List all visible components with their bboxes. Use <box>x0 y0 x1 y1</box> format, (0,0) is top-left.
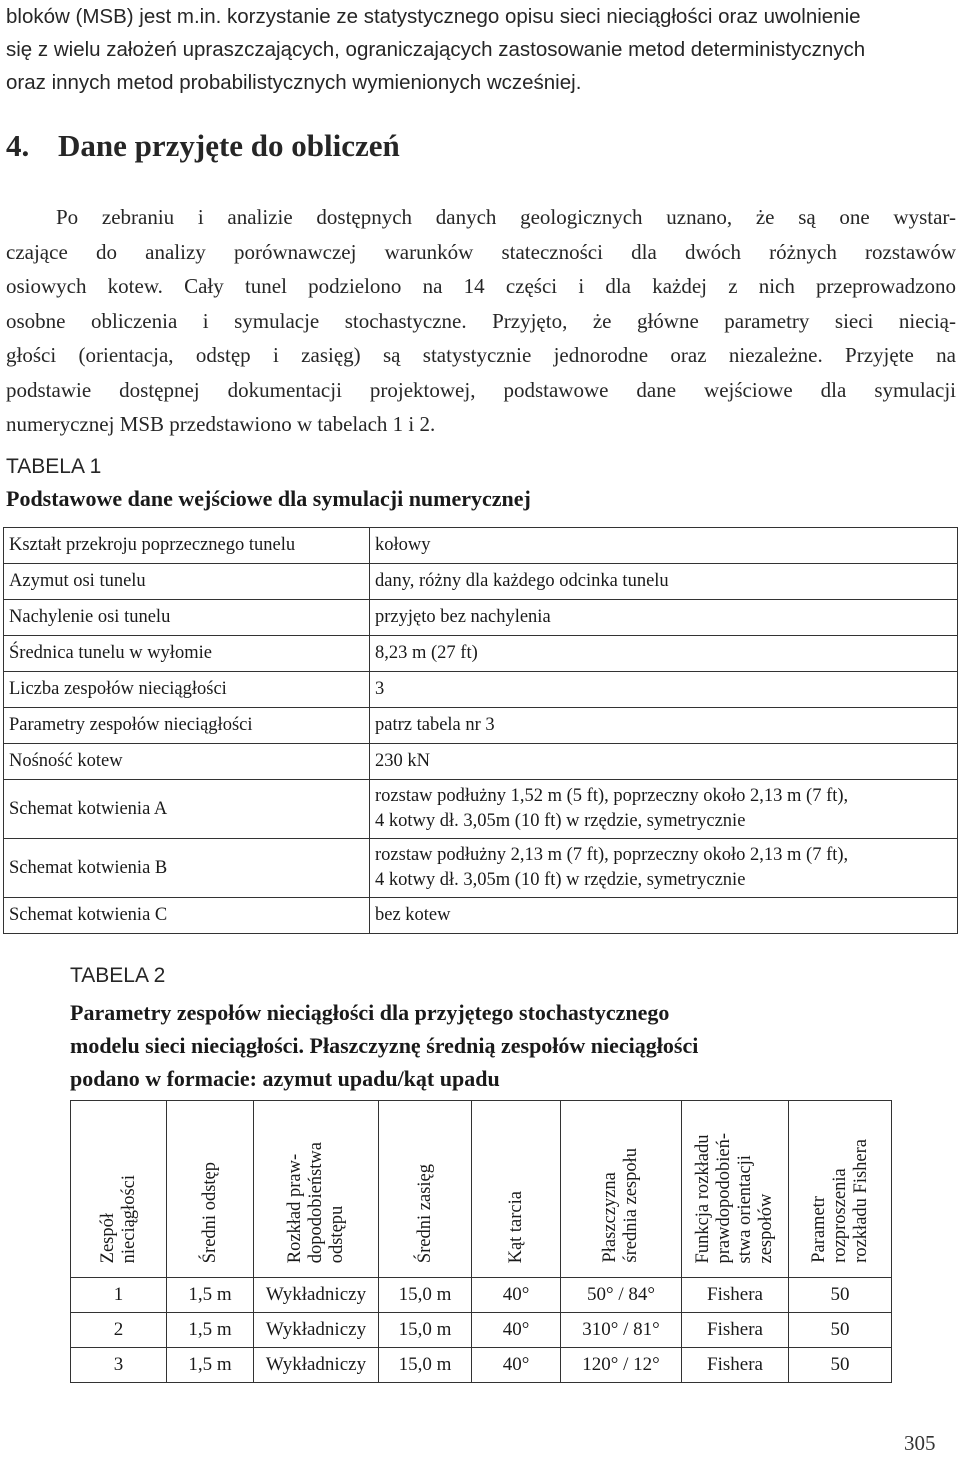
table-cell: 2 <box>71 1313 167 1348</box>
table-cell-value: dany, różny dla każdego odcinka tunelu <box>370 564 958 600</box>
header-line: Parametr <box>808 1196 829 1263</box>
body-line: osiowych kotew. Cały tunel podzielono na 14 części i dla każdej z nich przeprowadzono <box>6 274 956 298</box>
table-cell: 120° / 12° <box>561 1348 682 1383</box>
intro-line: oraz innych metod probabilistycznych wymienionych wcześniej. <box>6 71 582 94</box>
header-line: Średni odstęp <box>199 1161 220 1263</box>
body-line: czające do analizy porównawczej warunków stateczności dla dwóch różnych rozstawów <box>6 239 956 264</box>
table-cell: 310° / 81° <box>561 1313 682 1348</box>
header-line: Średni zasięg <box>414 1163 435 1263</box>
table-cell: 50 <box>789 1278 892 1313</box>
table2 <box>70 1100 892 1383</box>
table-row <box>4 744 958 780</box>
table-cell: Fishera <box>682 1278 789 1313</box>
table-header-row <box>71 1101 892 1270</box>
table1-label: TABELA 1 <box>6 455 102 478</box>
table-cell: 1,5 m <box>167 1348 254 1383</box>
table-row <box>4 839 958 898</box>
header-line: Funkcja rozkładu <box>693 1134 713 1263</box>
table-cell: 1,5 m <box>167 1313 254 1348</box>
caption-line: podano w formacie: azymut upadu/kąt upadu <box>70 1066 500 1091</box>
table2-label: TABELA 2 <box>70 964 166 987</box>
table-cell-key: Schemat kotwienia B <box>4 839 370 898</box>
table-cell: 1,5 m <box>167 1278 254 1313</box>
table-cell: 40° <box>472 1348 561 1383</box>
value-line: 4 kotwy dł. 3,05m (10 ft) w rzędzie, symetrycznie <box>375 870 746 890</box>
header-line: prawdopodobień- <box>714 1132 734 1263</box>
intro-line: bloków (MSB) jest m.in. korzystanie ze statystycznego opisu sieci nieciągłości oraz uwolnienie <box>6 5 861 28</box>
table-cell: 15,0 m <box>379 1348 472 1383</box>
table-cell: 1 <box>71 1278 167 1313</box>
table-cell-value: 230 kN <box>370 744 958 780</box>
table-cell-value: 8,23 m (27 ft) <box>370 636 958 672</box>
table-cell-key: Parametry zespołów nieciągłości <box>4 708 370 744</box>
header-line: odstępu <box>326 1205 347 1263</box>
table-row <box>4 780 958 839</box>
column-header <box>561 1101 682 1270</box>
table-cell-value: kołowy <box>370 528 958 564</box>
table-cell: 50 <box>789 1348 892 1383</box>
intro-line: się z wielu założeń upraszczających, ograniczających zastosowanie metod deterministycznych <box>6 38 866 61</box>
section-number: 4. <box>6 128 30 163</box>
table-row <box>71 1313 892 1348</box>
table-row <box>4 528 958 564</box>
column-header-label <box>693 1133 777 1264</box>
table-cell-value: przyjęto bez nachylenia <box>370 600 958 636</box>
column-header-label <box>285 1142 348 1263</box>
value-line: rozstaw podłużny 1,52 m (5 ft), poprzeczny około 2,13 m (7 ft), <box>375 786 849 806</box>
section-title: Dane przyjęte do obliczeń <box>58 128 400 163</box>
table-cell-key: Azymut osi tunelu <box>4 564 370 600</box>
column-header-label <box>415 1164 436 1263</box>
caption-line: modelu sieci nieciągłości. Płaszczyznę średnią zespołów nieciągłości <box>70 1033 699 1058</box>
value-line: 4 kotwy dł. 3,05m (10 ft) w rzędzie, symetrycznie <box>375 811 746 831</box>
column-header <box>167 1101 254 1270</box>
column-header-label <box>98 1175 140 1263</box>
intro-paragraph <box>6 0 956 99</box>
table-cell: Fishera <box>682 1348 789 1383</box>
table-cell-value: 3 <box>370 672 958 708</box>
table-row <box>4 600 958 636</box>
table-cell-key: Schemat kotwienia A <box>4 780 370 839</box>
table-cell: Wykładniczy <box>254 1348 379 1383</box>
column-header <box>379 1101 472 1270</box>
table-cell: Wykładniczy <box>254 1313 379 1348</box>
column-header-label <box>600 1148 642 1263</box>
table-row <box>4 564 958 600</box>
table-cell: Fishera <box>682 1313 789 1348</box>
header-line: rozkładu Fishera <box>850 1139 871 1263</box>
table-cell: Wykładniczy <box>254 1278 379 1313</box>
caption-line: Parametry zespołów nieciągłości dla przyjętego stochastycznego <box>70 1000 670 1025</box>
table-cell: 50 <box>789 1313 892 1348</box>
body-paragraph <box>6 200 956 442</box>
table-cell-value: patrz tabela nr 3 <box>370 708 958 744</box>
column-header <box>71 1101 167 1270</box>
body-line: Po zebraniu i analizie dostępnych danych geologicznych uznano, że są one wystar- <box>56 205 956 229</box>
body-line: głości (orientacja, odstęp i zasięg) są statystycznie jednorodne oraz niezależne. Przyjęte na <box>6 343 956 367</box>
table-cell: 40° <box>472 1278 561 1313</box>
section-heading <box>6 128 400 164</box>
column-header-label <box>809 1139 872 1263</box>
header-line: zespołów <box>756 1193 776 1263</box>
header-line: Zespół <box>97 1212 118 1263</box>
table-cell: 15,0 m <box>379 1313 472 1348</box>
table-cell: 50° / 84° <box>561 1278 682 1313</box>
column-header <box>472 1101 561 1270</box>
table-cell-key: Nośność kotew <box>4 744 370 780</box>
table-cell-key: Liczba zespołów nieciągłości <box>4 672 370 708</box>
table-cell-value <box>370 780 958 839</box>
column-header-label <box>200 1162 221 1263</box>
table2-caption <box>70 996 830 1095</box>
body-line: numerycznej MSB przedstawiono w tabelach 1 i 2. <box>6 412 436 436</box>
table1-caption: Podstawowe dane wejściowe dla symulacji numerycznej <box>6 486 531 511</box>
table-row <box>71 1348 892 1383</box>
value-line: rozstaw podłużny 2,13 m (7 ft), poprzeczny około 2,13 m (7 ft), <box>375 845 849 865</box>
header-line: średnia zespołu <box>621 1148 641 1263</box>
table1 <box>3 527 958 934</box>
table-cell: 3 <box>71 1348 167 1383</box>
body-line: podstawie dostępnej dokumentacji projektowej, podstawowe dane wejściowe dla symulacji <box>6 377 956 402</box>
table-cell-value <box>370 839 958 898</box>
table-cell: 15,0 m <box>379 1278 472 1313</box>
column-header <box>254 1101 379 1270</box>
table-row <box>4 636 958 672</box>
table-cell-key: Schemat kotwienia C <box>4 898 370 934</box>
column-header-label <box>506 1191 527 1263</box>
table-spacer-row <box>71 1269 892 1278</box>
table-cell-key: Nachylenie osi tunelu <box>4 600 370 636</box>
table-cell-value: bez kotew <box>370 898 958 934</box>
page-number: 305 <box>904 1431 936 1455</box>
table-cell: 40° <box>472 1313 561 1348</box>
table-cell-key: Średnica tunelu w wyłomie <box>4 636 370 672</box>
header-line: rozproszenia <box>829 1168 850 1263</box>
header-line: dopodobieństwa <box>305 1141 326 1263</box>
body-line: osobne obliczenia i symulacje stochastyczne. Przyjęto, że główne parametry sieci niecią- <box>6 308 956 333</box>
header-line: Rozkład praw- <box>284 1153 305 1263</box>
table-row <box>4 898 958 934</box>
column-header <box>682 1101 789 1270</box>
header-line: Kąt tarcia <box>505 1190 526 1263</box>
header-line: nieciągłości <box>118 1174 139 1263</box>
column-header <box>789 1101 892 1270</box>
header-line: stwa orientacji <box>735 1154 755 1263</box>
table-row <box>4 672 958 708</box>
table-row <box>71 1278 892 1313</box>
table-row <box>4 708 958 744</box>
header-line: Płaszczyzna <box>600 1172 620 1263</box>
table-cell-key: Kształt przekroju poprzecznego tunelu <box>4 528 370 564</box>
